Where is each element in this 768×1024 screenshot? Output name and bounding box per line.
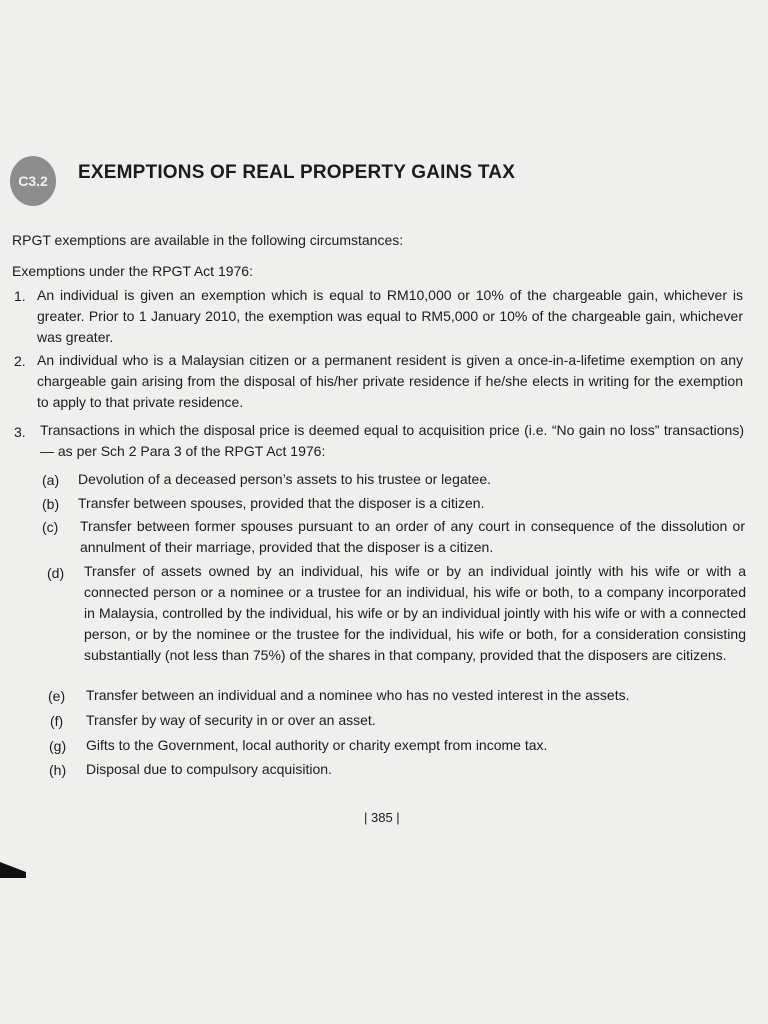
item-text: An individual is given an exemption which is equal to RM10,000 or 10% of the chargeable gain, whichever is greater. Prior to 1 January 2010, the exemption was equal to RM5,000 or 10% of the chargeable gain, whichever was greater. <box>37 287 743 345</box>
subitem-label: (c) <box>42 519 59 535</box>
subitem-label: (a) <box>42 472 60 488</box>
subitem-text: Transfer of assets owned by an individual, his wife or by an individual jointly with his wife or with a connected person or a nominee or a trustee for an individual, his wife or both, to a company incorporated in Malaysia, controlled by the individual, his wife or by an individual jointly with his wife or with a connected person, or by the nominee or the trustee for the individual, his wife or both, for a consideration consisting substantially (not less than 75%) of the shares in that company, provided that the disposers are citizens. <box>84 563 746 663</box>
page-number: | 385 | <box>364 810 400 825</box>
subitem-label: (g) <box>49 738 67 754</box>
subitem-text: Gifts to the Government, local authority or charity exempt from income tax. <box>86 737 548 753</box>
subitem-label: (b) <box>42 496 60 512</box>
subitem-text: Disposal due to compulsory acquisition. <box>86 761 332 777</box>
item-text: An individual who is a Malaysian citizen or a permanent resident is given a once-in-a-lifetime exemption on any chargeable gain arising from the disposal of his/her private residence if he/she elects in writing for the exemption to apply to that private residence. <box>37 352 743 410</box>
intro-line: RPGT exemptions are available in the following circumstances: <box>12 232 404 248</box>
item-number: 3. <box>14 424 26 440</box>
subitem-label: (e) <box>48 688 66 704</box>
item-text: Transactions in which the disposal price is deemed equal to acquisition price (i.e. “No gain no loss” transactions) — as per Sch 2 Para 3 of the RPGT Act 1976: <box>40 422 744 459</box>
subitem-label: (f) <box>50 713 64 729</box>
page-corner-shadow <box>0 862 26 878</box>
exemptions-heading: Exemptions under the RPGT Act 1976: <box>12 263 253 279</box>
item-number: 1. <box>14 288 26 304</box>
subitem-text: Transfer between an individual and a nominee who has no vested interest in the assets. <box>86 687 630 703</box>
section-title: EXEMPTIONS OF REAL PROPERTY GAINS TAX <box>78 162 516 183</box>
subitem-text: Devolution of a deceased person’s assets to his trustee or legatee. <box>78 471 491 487</box>
subitem-label: (d) <box>47 565 65 581</box>
subitem-text: Transfer by way of security in or over an asset. <box>86 712 376 728</box>
section-number-badge: C3.2 <box>10 156 56 206</box>
subitem-text: Transfer between spouses, provided that the disposer is a citizen. <box>78 495 485 511</box>
subitem-text: Transfer between former spouses pursuant to an order of any court in consequence of the dissolution or annulment of their marriage, provided that the disposer is a citizen. <box>80 518 745 555</box>
item-number: 2. <box>14 353 26 369</box>
subitem-label: (h) <box>49 762 67 778</box>
